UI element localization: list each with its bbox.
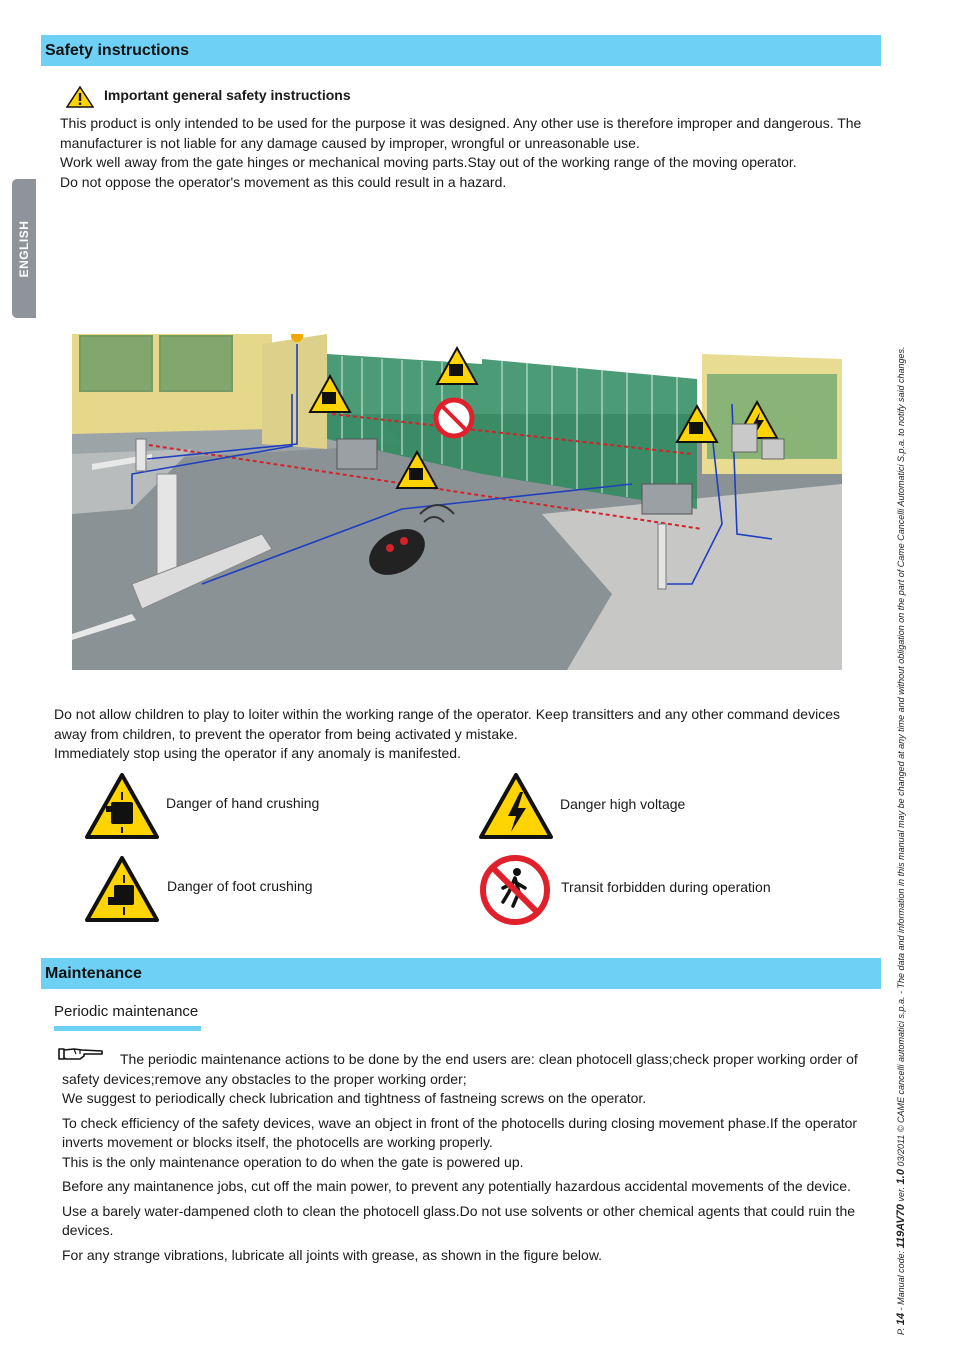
scene-sign-no-transit [436, 400, 472, 436]
footer-copyright: 03/2011 © CAME cancelli automatici s.p.a. - The data and information in this manual may be changed at any time and without obligation on the part of Came Cancelli Automatici S.p.a. to notify said changes. [896, 346, 906, 1167]
footer-code: 119AV70 [895, 1204, 907, 1249]
legend-foot-label: Danger of foot crushing [167, 878, 313, 894]
warning-heading [66, 86, 351, 106]
safety-intro-line: Work well away from the gate hinges or mechanical moving parts.Stay out of the working range of the moving operator. [60, 154, 797, 170]
maintenance-p3b: This is the only maintenance operation to do when the gate is powered up. [62, 1153, 524, 1170]
maintenance-p1: The periodic maintenance actions to be done by the end users are: clean photocell glass;check proper working order of safety devices;remove any obstacles to the proper working order; [62, 1051, 858, 1087]
hand-crushing-icon [84, 772, 160, 840]
legend-transit-label: Transit forbidden during operation [561, 879, 771, 895]
maintenance-p4: Before any maintanence jobs, cut off the main power, to prevent any potentially hazardous accidental movements of the device. [62, 1178, 851, 1194]
warning-triangle-icon [66, 86, 94, 108]
safety-after [54, 705, 866, 764]
maintenance-p6: For any strange vibrations, lubricate all joints with grease, as shown in the figure below. [62, 1246, 603, 1263]
footer-page-number: 14 [895, 1312, 907, 1326]
maintenance-p2: We suggest to periodically check lubrication and tightness of fastneing screws on the operator. [62, 1090, 647, 1106]
no-transit-icon [479, 854, 551, 926]
safety-intro-line: This product is only intended to be used for the purpose it was designed. Any other use is therefore improper and dangerous. The manufacturer is not liable for any damage caused by improper, wrongful or unreasonable use. [60, 115, 862, 151]
safety-after-line: Do not allow children to play to loiter within the working range of the operator. Keep transitters and any other command devices away from children, to prevent the operator from being activated y mistake. [54, 706, 840, 742]
safety-after-line: Immediately stop using the operator if any anomaly is manifested. [54, 745, 461, 761]
periodic-maintenance-heading: Periodic maintenance [54, 1003, 201, 1031]
gate-installation-illustration [72, 334, 842, 670]
footer-code-label: - Manual code: [896, 1250, 906, 1311]
footer-ver-label: ver. [896, 1186, 906, 1202]
section-title-safety: Safety instructions [41, 35, 881, 66]
high-voltage-icon [478, 772, 554, 840]
maintenance-text [62, 1050, 864, 1265]
safety-intro-line: Do not oppose the operator's movement as this could result in a hazard. [60, 173, 507, 190]
safety-intro [60, 114, 868, 192]
legend-hand-label: Danger of hand crushing [166, 795, 320, 811]
section-title-maintenance: Maintenance [41, 958, 881, 989]
footer-version: 1.0 [895, 1169, 907, 1185]
footer-note [895, 300, 907, 1335]
foot-crushing-icon [84, 855, 160, 923]
language-tab-label: ENGLISH [17, 220, 31, 277]
maintenance-p3a: To check efficiency of the safety devices, wave an object in front of the photocells during closing movement phase.If the operator inverts movement or blocks itself, the photocells are working properly. [62, 1114, 858, 1150]
warning-heading-text: Important general safety instructions [104, 87, 351, 103]
language-tab [12, 179, 36, 318]
legend-voltage-label: Danger high voltage [560, 796, 686, 812]
footer-page-prefix: P. [896, 1327, 906, 1335]
maintenance-p5: Use a barely water-dampened cloth to clean the photocell glass.Do not use solvents or other chemical agents that could ruin the devices. [62, 1202, 856, 1238]
